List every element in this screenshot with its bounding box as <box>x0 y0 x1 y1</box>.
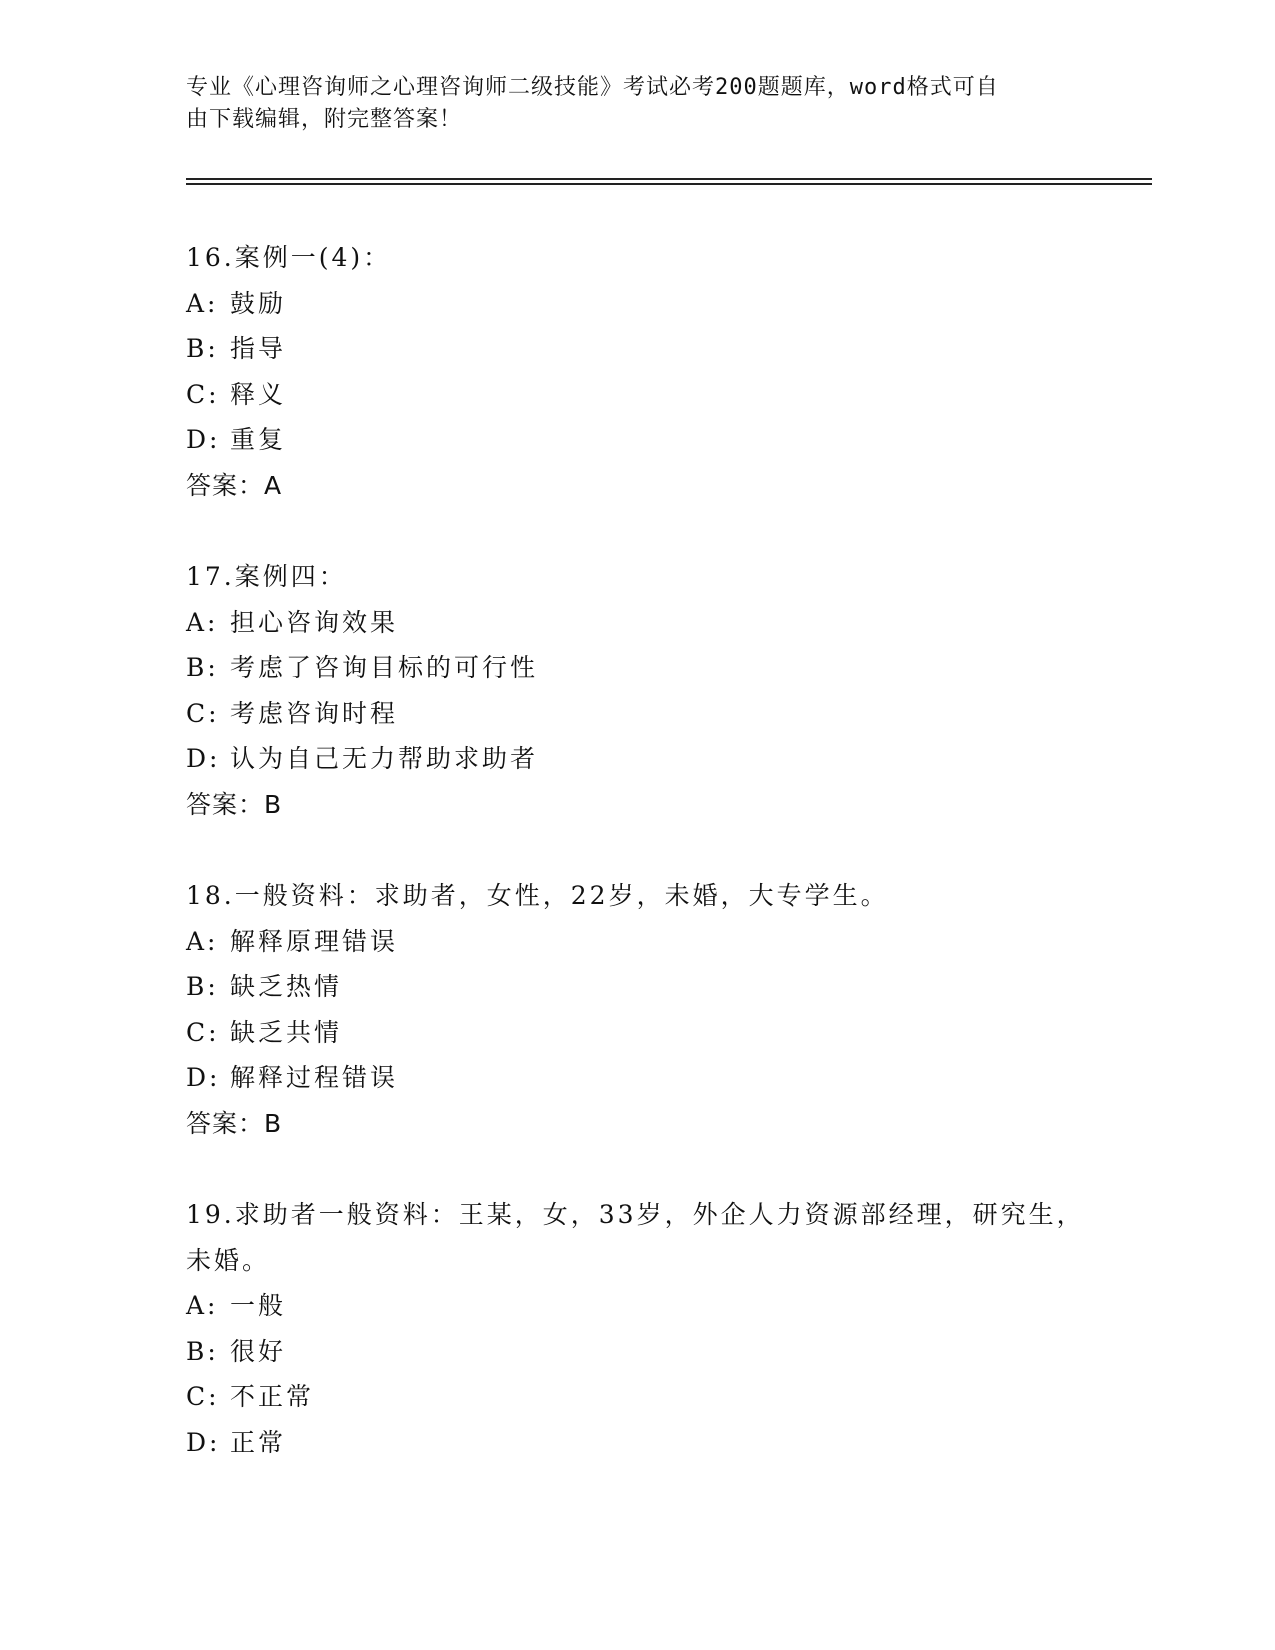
option-text: 鼓励 <box>230 288 287 318</box>
option-text: 考虑咨询时程 <box>230 698 399 728</box>
option-text: 担心咨询效果 <box>230 607 399 637</box>
header-divider-top <box>186 178 1152 180</box>
option-text: 重复 <box>230 425 287 454</box>
option-c <box>186 1374 1106 1420</box>
question-19 <box>186 1192 1106 1465</box>
option-text: 正常 <box>230 1427 287 1457</box>
option-a <box>186 281 1106 327</box>
option-letter: C: <box>186 379 220 409</box>
option-c <box>186 691 1106 737</box>
option-d <box>186 417 1106 463</box>
question-stem: 18.一般资料：求助者，女性，22岁，未婚，大专学生。 <box>186 881 889 910</box>
option-text: 一般 <box>230 1291 287 1320</box>
option-text: 很好 <box>230 1336 287 1366</box>
option-a <box>186 1283 1106 1329</box>
option-text: 释义 <box>230 379 287 409</box>
question-17 <box>186 554 1106 827</box>
option-letter: A: <box>186 288 219 318</box>
option-d <box>186 1420 1106 1466</box>
question-stem: 16.案例一(4)： <box>186 243 392 272</box>
option-letter: A: <box>186 1291 219 1320</box>
option-text: 考虑了咨询目标的可行性 <box>230 653 539 682</box>
option-c <box>186 1010 1106 1056</box>
option-d <box>186 1055 1106 1101</box>
option-b <box>186 1329 1106 1375</box>
answer-line: 答案：B <box>186 789 283 819</box>
option-letter: D: <box>186 425 221 454</box>
option-letter: C: <box>186 698 220 728</box>
option-letter: B: <box>186 1336 219 1366</box>
option-letter: B: <box>186 972 219 1001</box>
option-text: 解释原理错误 <box>230 926 399 956</box>
option-b <box>186 326 1106 372</box>
option-text: 缺乏热情 <box>230 972 343 1001</box>
header-divider-bottom <box>186 183 1152 185</box>
option-a <box>186 600 1106 646</box>
question-stem: 17.案例四： <box>186 562 347 591</box>
option-b <box>186 964 1106 1010</box>
question-stem: 19.求助者一般资料：王某，女，33岁，外企人力资源部经理，研究生，未婚。 <box>186 1200 1085 1275</box>
option-letter: B: <box>186 334 219 363</box>
option-text: 解释过程错误 <box>230 1063 399 1092</box>
option-a <box>186 919 1106 965</box>
option-c <box>186 372 1106 418</box>
answer-line: 答案：A <box>186 470 283 500</box>
option-letter: A: <box>186 607 219 637</box>
option-letter: A: <box>186 926 219 956</box>
header-line-1: 专业《心理咨询师之心理咨询师二级技能》考试必考200题题库，word格式可自 <box>186 75 999 100</box>
option-letter: D: <box>186 1063 221 1092</box>
option-letter: C: <box>186 1017 220 1047</box>
option-b <box>186 645 1106 691</box>
option-letter: D: <box>186 744 221 773</box>
option-text: 认为自己无力帮助求助者 <box>230 744 539 773</box>
option-text: 不正常 <box>230 1382 315 1411</box>
question-list <box>186 235 1106 1511</box>
option-letter: B: <box>186 653 219 682</box>
answer-line: 答案：B <box>186 1108 283 1138</box>
option-d <box>186 736 1106 782</box>
option-letter: D: <box>186 1427 221 1457</box>
document-header <box>186 72 1066 136</box>
question-18 <box>186 873 1106 1146</box>
option-letter: C: <box>186 1382 220 1411</box>
option-text: 缺乏共情 <box>230 1017 343 1047</box>
question-16 <box>186 235 1106 508</box>
header-line-2: 由下载编辑，附完整答案！ <box>186 107 463 132</box>
option-text: 指导 <box>230 334 287 363</box>
